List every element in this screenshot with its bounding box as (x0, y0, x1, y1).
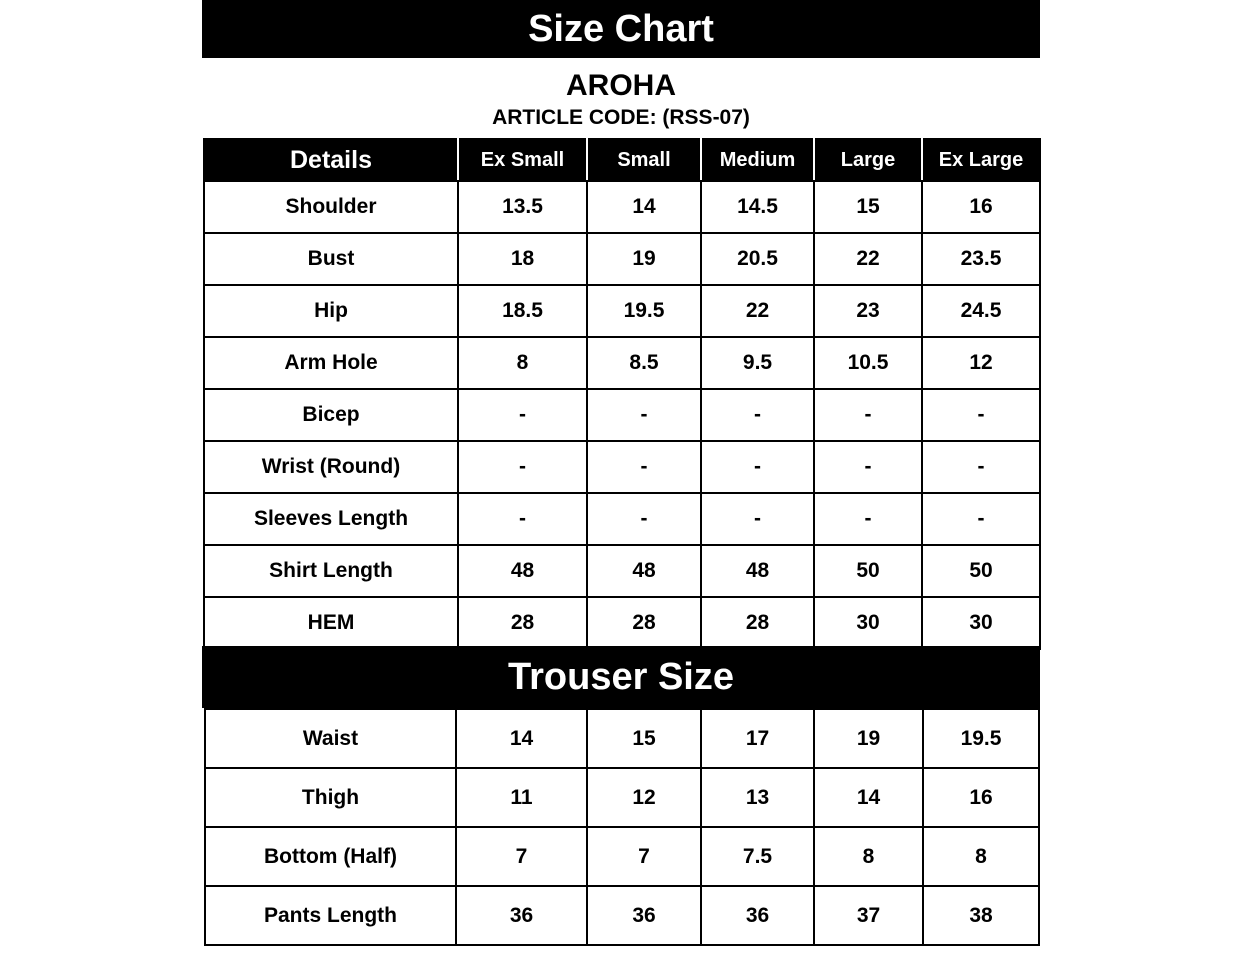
size-value-cell: 14 (814, 768, 923, 827)
size-value-cell: 28 (458, 597, 587, 649)
size-value-cell: 15 (814, 181, 922, 233)
size-value-cell: 10.5 (814, 337, 922, 389)
size-value-cell: 9.5 (701, 337, 814, 389)
row-label: Bust (204, 233, 458, 285)
size-value-cell: 16 (922, 181, 1040, 233)
row-label: Bottom (Half) (205, 827, 456, 886)
size-value-cell: 36 (587, 886, 701, 945)
size-value-cell: 8 (814, 827, 923, 886)
table-row (204, 233, 1040, 285)
size-value-cell: 8 (923, 827, 1039, 886)
size-value-cell: 50 (922, 545, 1040, 597)
size-value-cell: 30 (922, 597, 1040, 649)
row-label: Waist (205, 709, 456, 768)
size-value-cell: 48 (458, 545, 587, 597)
size-value-cell: 48 (587, 545, 701, 597)
size-value-cell: - (587, 389, 701, 441)
trouser-size-banner (202, 646, 1040, 708)
size-value-cell: - (922, 389, 1040, 441)
size-value-cell: 18 (458, 233, 587, 285)
table-row (204, 285, 1040, 337)
trouser-title: Trouser Size (508, 656, 734, 698)
size-value-cell: 24.5 (922, 285, 1040, 337)
size-value-cell: 48 (701, 545, 814, 597)
size-value-cell: 38 (923, 886, 1039, 945)
size-value-cell: 7 (587, 827, 701, 886)
size-value-cell: 28 (587, 597, 701, 649)
size-value-cell: 23.5 (922, 233, 1040, 285)
row-label: Wrist (Round) (204, 441, 458, 493)
size-value-cell: - (458, 389, 587, 441)
size-value-cell: 15 (587, 709, 701, 768)
size-value-cell: - (701, 441, 814, 493)
size-value-cell: 12 (587, 768, 701, 827)
size-value-cell: 22 (814, 233, 922, 285)
size-value-cell: 19 (587, 233, 701, 285)
size-value-cell: 30 (814, 597, 922, 649)
size-value-cell: 11 (456, 768, 587, 827)
size-value-cell: 18.5 (458, 285, 587, 337)
size-value-cell: 50 (814, 545, 922, 597)
table-row (205, 886, 1039, 945)
size-value-cell: - (814, 493, 922, 545)
size-value-cell: - (587, 441, 701, 493)
row-label: Shirt Length (204, 545, 458, 597)
size-value-cell: - (458, 493, 587, 545)
page-title: Size Chart (528, 8, 714, 50)
size-value-cell: - (922, 441, 1040, 493)
size-value-cell: 8.5 (587, 337, 701, 389)
column-header-large: Large (814, 139, 922, 181)
size-value-cell: - (922, 493, 1040, 545)
size-value-cell: 19.5 (923, 709, 1039, 768)
table-row (204, 181, 1040, 233)
size-value-cell: 28 (701, 597, 814, 649)
size-value-cell: 8 (458, 337, 587, 389)
row-label: Bicep (204, 389, 458, 441)
column-header-details: Details (204, 139, 458, 181)
size-value-cell: 17 (701, 709, 814, 768)
table-row (204, 389, 1040, 441)
product-name: AROHA (566, 69, 676, 102)
trouser-size-table (204, 708, 1040, 946)
row-label: Sleeves Length (204, 493, 458, 545)
row-label: Hip (204, 285, 458, 337)
table-row (204, 337, 1040, 389)
size-value-cell: 7 (456, 827, 587, 886)
row-label: Arm Hole (204, 337, 458, 389)
size-value-cell: 36 (456, 886, 587, 945)
size-value-cell: - (701, 389, 814, 441)
article-code: ARTICLE CODE: (RSS-07) (492, 106, 750, 129)
size-value-cell: 22 (701, 285, 814, 337)
size-value-cell: 37 (814, 886, 923, 945)
size-value-cell: - (814, 441, 922, 493)
size-value-cell: - (814, 389, 922, 441)
row-label: Shoulder (204, 181, 458, 233)
size-value-cell: 13 (701, 768, 814, 827)
size-value-cell: - (701, 493, 814, 545)
size-chart-banner (202, 0, 1040, 58)
column-header-ex-large: Ex Large (922, 139, 1040, 181)
row-label: HEM (204, 597, 458, 649)
size-value-cell: 19.5 (587, 285, 701, 337)
column-header-medium: Medium (701, 139, 814, 181)
column-header-small: Small (587, 139, 701, 181)
size-value-cell: 36 (701, 886, 814, 945)
table-row (205, 827, 1039, 886)
size-value-cell: 14 (456, 709, 587, 768)
size-value-cell: 13.5 (458, 181, 587, 233)
size-value-cell: 19 (814, 709, 923, 768)
size-value-cell: 23 (814, 285, 922, 337)
size-value-cell: 14.5 (701, 181, 814, 233)
size-value-cell: 12 (922, 337, 1040, 389)
size-value-cell: 16 (923, 768, 1039, 827)
shirt-header-row (204, 139, 1040, 181)
table-row (205, 709, 1039, 768)
table-row (204, 597, 1040, 649)
size-value-cell: 20.5 (701, 233, 814, 285)
table-row (204, 441, 1040, 493)
row-label: Pants Length (205, 886, 456, 945)
row-label: Thigh (205, 768, 456, 827)
size-value-cell: - (458, 441, 587, 493)
size-value-cell: 7.5 (701, 827, 814, 886)
table-row (204, 545, 1040, 597)
column-header-ex-small: Ex Small (458, 139, 587, 181)
size-value-cell: 14 (587, 181, 701, 233)
table-row (205, 768, 1039, 827)
table-row (204, 493, 1040, 545)
shirt-size-table (203, 138, 1041, 650)
size-value-cell: - (587, 493, 701, 545)
